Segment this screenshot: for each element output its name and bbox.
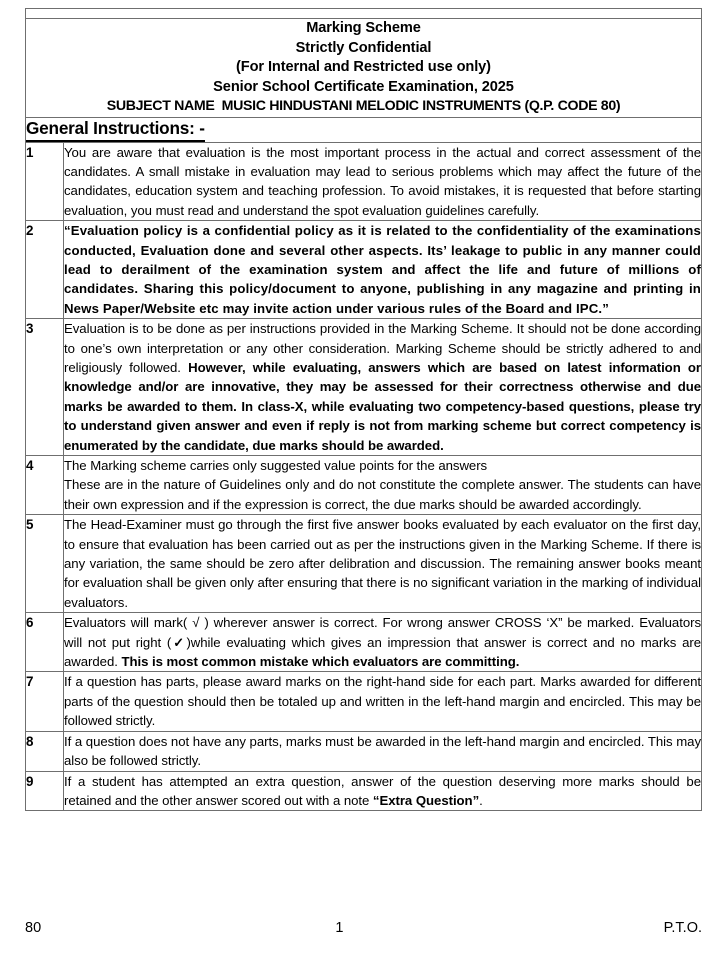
instruction-row-1 bbox=[26, 142, 702, 221]
general-instructions-row bbox=[26, 117, 702, 142]
instruction-number-6: 6 bbox=[26, 613, 64, 672]
instruction-9-plain-2: . bbox=[479, 792, 483, 808]
instruction-number-7: 7 bbox=[26, 672, 64, 731]
instruction-text-1 bbox=[64, 142, 702, 221]
instruction-7-plain: If a question has parts, please award marks on the right-hand side for each part. Marks awarded for different parts of the question should then be totaled up and written in the left-hand margin and encircled. This may be followed strictly. bbox=[64, 674, 701, 729]
subject-name-line: SUBJECT NAME MUSIC HINDUSTANI MELODIC INSTRUMENTS (Q.P. CODE 80) bbox=[106, 98, 621, 114]
instruction-row-9 bbox=[26, 771, 702, 811]
instruction-text-4 bbox=[64, 456, 702, 515]
instruction-row-2 bbox=[26, 221, 702, 319]
top-spacer-row bbox=[26, 9, 702, 19]
instruction-number-5: 5 bbox=[26, 515, 64, 613]
instruction-text-5 bbox=[64, 515, 702, 613]
instruction-text-7 bbox=[64, 672, 702, 731]
instruction-row-5 bbox=[26, 515, 702, 613]
instruction-6-bold: This is most common mistake which evaluators are committing. bbox=[121, 654, 520, 670]
instruction-6-plain-2: )while evaluating which gives an impression that answer is correct and no marks are awarded. bbox=[64, 634, 701, 670]
top-spacer-cell bbox=[26, 9, 702, 19]
instruction-2-bold: “Evaluation policy is a confidential policy as it is related to the confidentiality of the examinations conducted, Evaluation done and several other aspects. Its’ leakage to public in any manner could lead to derailment of the examination system and affect the life and future of millions of candidates. Sharing this policy/document to anyone, publishing in any magazine and printing in News Paper/Website etc may invite action under various rules of the Board and IPC.” bbox=[64, 223, 701, 316]
general-instructions-title: General Instructions: - bbox=[26, 118, 205, 142]
instruction-row-3 bbox=[26, 319, 702, 456]
instruction-number-9: 9 bbox=[26, 771, 64, 811]
instruction-3-plain: Evaluation is to be done as per instructions provided in the Marking Scheme. It should not be done according to one’s own interpretation or any other consideration. Marking Scheme should be strictly adhered to and religiously followed. bbox=[64, 321, 701, 375]
title-marking-scheme: Marking Scheme bbox=[306, 20, 421, 36]
instruction-text-2 bbox=[64, 221, 702, 319]
instruction-row-7 bbox=[26, 672, 702, 731]
general-instructions-cell bbox=[26, 117, 702, 142]
instruction-number-8: 8 bbox=[26, 731, 64, 771]
marking-scheme-table bbox=[25, 8, 702, 811]
header-cell bbox=[26, 19, 702, 118]
instruction-number-3: 3 bbox=[26, 319, 64, 456]
page-footer bbox=[25, 918, 702, 948]
header-row bbox=[26, 19, 702, 118]
instruction-row-4 bbox=[26, 456, 702, 515]
instruction-text-9 bbox=[64, 771, 702, 811]
instruction-text-6 bbox=[64, 613, 702, 672]
title-examination-year: Senior School Certificate Examination, 2025 bbox=[213, 78, 514, 95]
instruction-4-plain: These are in the nature of Guidelines only and do not constitute the complete answer. The students can have their own expression and if the expression is correct, the due marks should be awarded accordingly. bbox=[64, 477, 701, 512]
instruction-3-bold: However, while evaluating, answers which are based on latest information or knowledge and/or are innovative, they may be assessed for their correctness otherwise and due marks be awarded to them. In class-X, while evaluating two competency-based questions, please try to understand given answer and even if reply is not from marking scheme but correct competency is enumerated by the candidate, due marks should be awarded. bbox=[64, 359, 701, 453]
instruction-5-plain: The Head-Examiner must go through the first five answer books evaluated by each evaluator on the first day, to ensure that evaluation has been carried out as per the instructions given in the Marking Scheme. If there is any variation, the same should be zero after delibration and discussion. The remaining answer books meant for evaluation shall be given only after ensuring that there is no significant variation in the marking of individual evaluators. bbox=[64, 517, 701, 610]
instruction-6-plain: Evaluators will mark( √ ) wherever answer is correct. For wrong answer CROSS ‘X” be marked. Evaluators will not put right ( bbox=[64, 615, 701, 650]
instruction-row-8 bbox=[26, 731, 702, 771]
instruction-9-plain: If a student has attempted an extra question, answer of the question deserving more marks should be retained and the other answer scored out with a note bbox=[64, 773, 701, 808]
title-internal-use: (For Internal and Restricted use only) bbox=[236, 59, 491, 75]
check-mark-icon: ✓ bbox=[171, 634, 187, 650]
instruction-number-4: 4 bbox=[26, 456, 64, 515]
instruction-9-bold: “Extra Question” bbox=[372, 792, 480, 808]
instruction-row-6 bbox=[26, 613, 702, 672]
instruction-4-line-one: The Marking scheme carries only suggested value points for the answers bbox=[64, 458, 488, 473]
footer-pto-label: P.T.O. bbox=[663, 920, 702, 936]
footer-subject-code: 80 bbox=[25, 920, 42, 936]
instruction-8-plain: If a question does not have any parts, marks must be awarded in the left-hand margin and encircled. This may also be followed strictly. bbox=[64, 733, 701, 769]
instruction-text-3 bbox=[64, 319, 702, 456]
instruction-number-2: 2 bbox=[26, 221, 64, 319]
instruction-1-plain: You are aware that evaluation is the most important process in the actual and correct assessment of the candidates. A small mistake in evaluation may lead to serious problems which may affect the future of the candidates, education system and teaching profession. To avoid mistakes, it is requested that before starting evaluation, you must read and understand the spot evaluation guidelines carefully. bbox=[64, 144, 701, 218]
title-strictly-confidential: Strictly Confidential bbox=[295, 39, 432, 56]
footer-page-number: 1 bbox=[335, 920, 344, 936]
instruction-text-8 bbox=[64, 731, 702, 771]
instruction-number-1: 1 bbox=[26, 142, 64, 221]
